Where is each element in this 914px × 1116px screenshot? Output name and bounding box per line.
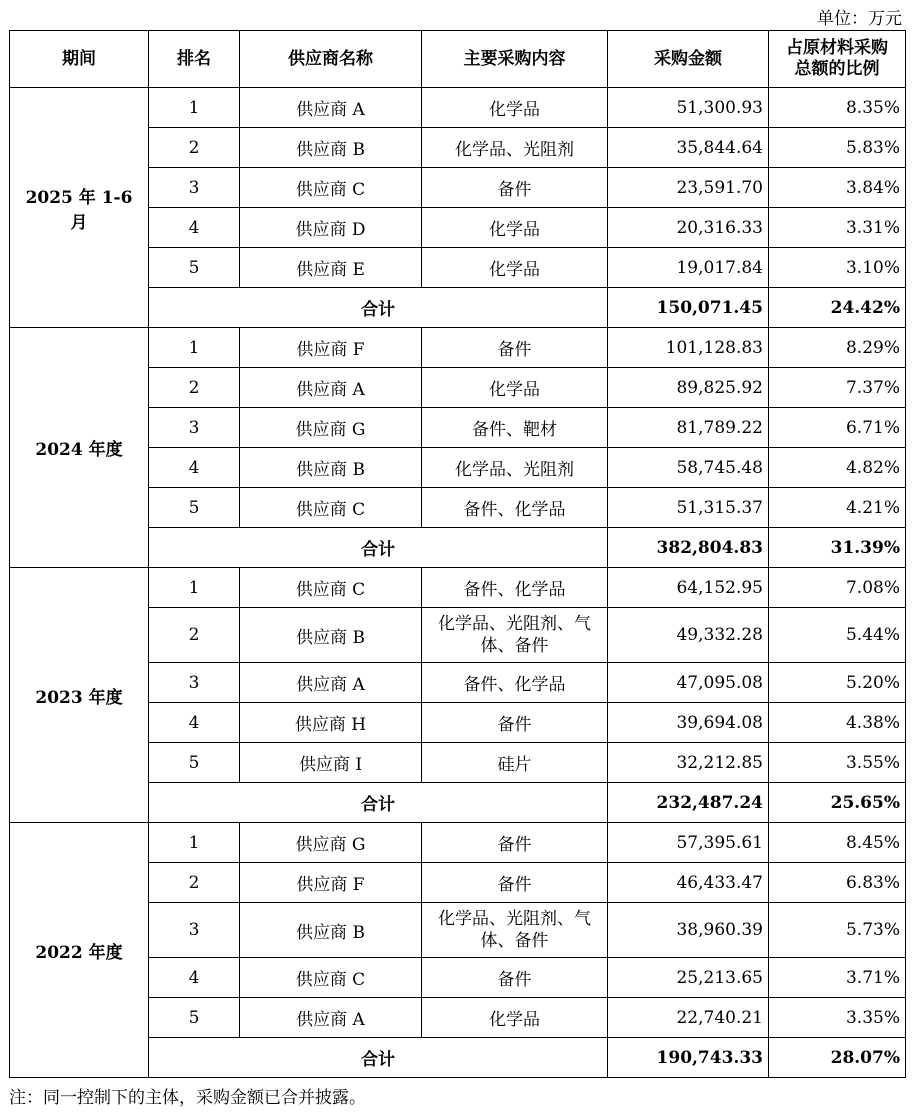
ratio-cell: 4.21% bbox=[769, 488, 906, 528]
ratio-cell: 3.71% bbox=[769, 958, 906, 998]
header-rank: 排名 bbox=[149, 31, 240, 88]
content-cell: 化学品、光阻剂 bbox=[422, 448, 608, 488]
rank-cell: 1 bbox=[149, 568, 240, 608]
supplier-cell: 供应商 F bbox=[240, 328, 422, 368]
supplier-cell: 供应商 A bbox=[240, 998, 422, 1038]
rank-cell: 5 bbox=[149, 743, 240, 783]
content-cell: 备件 bbox=[422, 958, 608, 998]
supplier-cell: 供应商 A bbox=[240, 663, 422, 703]
total-amount: 190,743.33 bbox=[608, 1038, 769, 1078]
ratio-cell: 6.83% bbox=[769, 863, 906, 903]
supplier-cell: 供应商 C bbox=[240, 168, 422, 208]
table-row bbox=[10, 568, 906, 608]
amount-cell: 19,017.84 bbox=[608, 248, 769, 288]
amount-cell: 39,694.08 bbox=[608, 703, 769, 743]
supplier-cell: 供应商 H bbox=[240, 703, 422, 743]
ratio-cell: 4.38% bbox=[769, 703, 906, 743]
ratio-cell: 4.82% bbox=[769, 448, 906, 488]
amount-cell: 23,591.70 bbox=[608, 168, 769, 208]
content-cell: 备件 bbox=[422, 823, 608, 863]
table-row bbox=[10, 88, 906, 128]
rank-cell: 4 bbox=[149, 703, 240, 743]
amount-cell: 32,212.85 bbox=[608, 743, 769, 783]
amount-cell: 25,213.65 bbox=[608, 958, 769, 998]
ratio-cell: 5.20% bbox=[769, 663, 906, 703]
ratio-cell: 3.10% bbox=[769, 248, 906, 288]
rank-cell: 5 bbox=[149, 488, 240, 528]
total-amount: 150,071.45 bbox=[608, 288, 769, 328]
content-cell: 硅片 bbox=[422, 743, 608, 783]
total-label: 合计 bbox=[149, 528, 608, 568]
content-cell: 备件 bbox=[422, 703, 608, 743]
rank-cell: 5 bbox=[149, 248, 240, 288]
rank-cell: 5 bbox=[149, 998, 240, 1038]
amount-cell: 35,844.64 bbox=[608, 128, 769, 168]
content-cell: 化学品、光阻剂 bbox=[422, 128, 608, 168]
amount-cell: 64,152.95 bbox=[608, 568, 769, 608]
total-ratio: 25.65% bbox=[769, 783, 906, 823]
supplier-cell: 供应商 C bbox=[240, 488, 422, 528]
amount-cell: 38,960.39 bbox=[608, 903, 769, 958]
rank-cell: 3 bbox=[149, 903, 240, 958]
content-cell: 化学品 bbox=[422, 368, 608, 408]
total-label: 合计 bbox=[149, 288, 608, 328]
period-cell: 2023 年度 bbox=[10, 568, 149, 823]
content-cell: 备件、靶材 bbox=[422, 408, 608, 448]
rank-cell: 3 bbox=[149, 408, 240, 448]
ratio-cell: 3.35% bbox=[769, 998, 906, 1038]
content-cell: 化学品、光阻剂、气体、备件 bbox=[422, 608, 608, 663]
total-label: 合计 bbox=[149, 1038, 608, 1078]
period-cell: 2025 年 1-6 月 bbox=[10, 88, 149, 328]
rank-cell: 2 bbox=[149, 368, 240, 408]
ratio-cell: 3.55% bbox=[769, 743, 906, 783]
rank-cell: 2 bbox=[149, 863, 240, 903]
total-amount: 382,804.83 bbox=[608, 528, 769, 568]
amount-cell: 22,740.21 bbox=[608, 998, 769, 1038]
ratio-cell: 7.08% bbox=[769, 568, 906, 608]
ratio-cell: 7.37% bbox=[769, 368, 906, 408]
period-cell: 2022 年度 bbox=[10, 823, 149, 1078]
rank-cell: 4 bbox=[149, 208, 240, 248]
period-cell: 2024 年度 bbox=[10, 328, 149, 568]
ratio-cell: 5.83% bbox=[769, 128, 906, 168]
supplier-table bbox=[9, 30, 906, 1078]
content-cell: 化学品 bbox=[422, 248, 608, 288]
supplier-cell: 供应商 C bbox=[240, 568, 422, 608]
table-row bbox=[10, 328, 906, 368]
supplier-cell: 供应商 F bbox=[240, 863, 422, 903]
content-cell: 备件 bbox=[422, 863, 608, 903]
ratio-cell: 3.84% bbox=[769, 168, 906, 208]
amount-cell: 51,315.37 bbox=[608, 488, 769, 528]
total-amount: 232,487.24 bbox=[608, 783, 769, 823]
rank-cell: 1 bbox=[149, 88, 240, 128]
table-row bbox=[10, 823, 906, 863]
amount-cell: 20,316.33 bbox=[608, 208, 769, 248]
header-ratio: 占原材料采购总额的比例 bbox=[769, 31, 906, 88]
table-body bbox=[10, 88, 906, 1078]
content-cell: 备件 bbox=[422, 328, 608, 368]
header-period: 期间 bbox=[10, 31, 149, 88]
total-label: 合计 bbox=[149, 783, 608, 823]
supplier-cell: 供应商 E bbox=[240, 248, 422, 288]
content-cell: 化学品 bbox=[422, 88, 608, 128]
supplier-cell: 供应商 B bbox=[240, 448, 422, 488]
amount-cell: 58,745.48 bbox=[608, 448, 769, 488]
ratio-cell: 6.71% bbox=[769, 408, 906, 448]
header-supplier: 供应商名称 bbox=[240, 31, 422, 88]
header-amount: 采购金额 bbox=[608, 31, 769, 88]
amount-cell: 101,128.83 bbox=[608, 328, 769, 368]
rank-cell: 1 bbox=[149, 328, 240, 368]
rank-cell: 3 bbox=[149, 663, 240, 703]
footnote: 注：同一控制下的主体，采购金额已合并披露。 bbox=[9, 1088, 366, 1108]
ratio-cell: 5.73% bbox=[769, 903, 906, 958]
header-row bbox=[10, 31, 906, 88]
supplier-cell: 供应商 B bbox=[240, 608, 422, 663]
total-ratio: 28.07% bbox=[769, 1038, 906, 1078]
rank-cell: 2 bbox=[149, 128, 240, 168]
content-cell: 化学品、光阻剂、气体、备件 bbox=[422, 903, 608, 958]
ratio-cell: 3.31% bbox=[769, 208, 906, 248]
total-ratio: 31.39% bbox=[769, 528, 906, 568]
content-cell: 备件、化学品 bbox=[422, 663, 608, 703]
ratio-cell: 8.29% bbox=[769, 328, 906, 368]
rank-cell: 1 bbox=[149, 823, 240, 863]
header-content: 主要采购内容 bbox=[422, 31, 608, 88]
supplier-cell: 供应商 G bbox=[240, 823, 422, 863]
supplier-cell: 供应商 A bbox=[240, 368, 422, 408]
rank-cell: 2 bbox=[149, 608, 240, 663]
rank-cell: 3 bbox=[149, 168, 240, 208]
ratio-cell: 8.45% bbox=[769, 823, 906, 863]
content-cell: 备件 bbox=[422, 168, 608, 208]
supplier-cell: 供应商 B bbox=[240, 128, 422, 168]
amount-cell: 46,433.47 bbox=[608, 863, 769, 903]
content-cell: 备件、化学品 bbox=[422, 488, 608, 528]
amount-cell: 49,332.28 bbox=[608, 608, 769, 663]
total-ratio: 24.42% bbox=[769, 288, 906, 328]
content-cell: 化学品 bbox=[422, 208, 608, 248]
ratio-cell: 5.44% bbox=[769, 608, 906, 663]
amount-cell: 81,789.22 bbox=[608, 408, 769, 448]
supplier-cell: 供应商 G bbox=[240, 408, 422, 448]
amount-cell: 51,300.93 bbox=[608, 88, 769, 128]
rank-cell: 4 bbox=[149, 958, 240, 998]
amount-cell: 47,095.08 bbox=[608, 663, 769, 703]
ratio-cell: 8.35% bbox=[769, 88, 906, 128]
unit-label: 单位：万元 bbox=[817, 9, 902, 29]
supplier-cell: 供应商 C bbox=[240, 958, 422, 998]
amount-cell: 89,825.92 bbox=[608, 368, 769, 408]
supplier-cell: 供应商 A bbox=[240, 88, 422, 128]
supplier-cell: 供应商 B bbox=[240, 903, 422, 958]
content-cell: 化学品 bbox=[422, 998, 608, 1038]
supplier-cell: 供应商 D bbox=[240, 208, 422, 248]
rank-cell: 4 bbox=[149, 448, 240, 488]
content-cell: 备件、化学品 bbox=[422, 568, 608, 608]
amount-cell: 57,395.61 bbox=[608, 823, 769, 863]
supplier-cell: 供应商 I bbox=[240, 743, 422, 783]
